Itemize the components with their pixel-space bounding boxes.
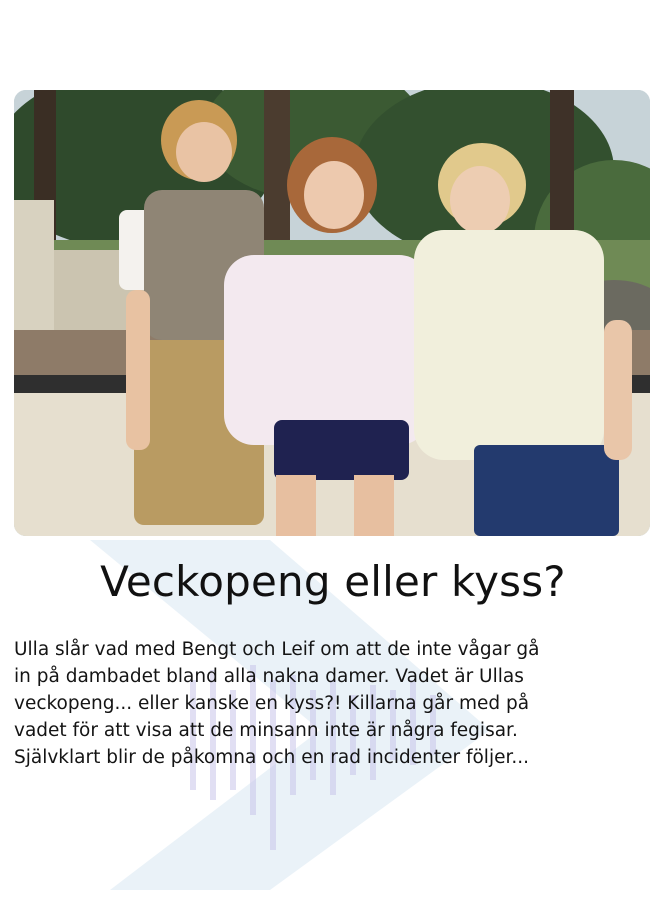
headline: Veckopeng eller kyss? [100, 557, 566, 606]
still-photo-icon [14, 90, 650, 536]
synopsis-line: in på dambadet bland alla nakna damer. Vadet är Ullas [14, 666, 524, 687]
synopsis-text [14, 636, 654, 771]
synopsis-line: Självklart blir de påkomna och en rad incidenter följer... [14, 747, 530, 768]
film-still-photo [14, 90, 650, 536]
synopsis-line: vadet för att visa att de minsann inte är några fegisar. [14, 720, 518, 741]
synopsis-line: Ulla slår vad med Bengt och Leif om att de inte vågar gå [14, 639, 540, 660]
synopsis-line: veckopeng... eller kanske en kyss?! Killarna går med på [14, 693, 530, 714]
